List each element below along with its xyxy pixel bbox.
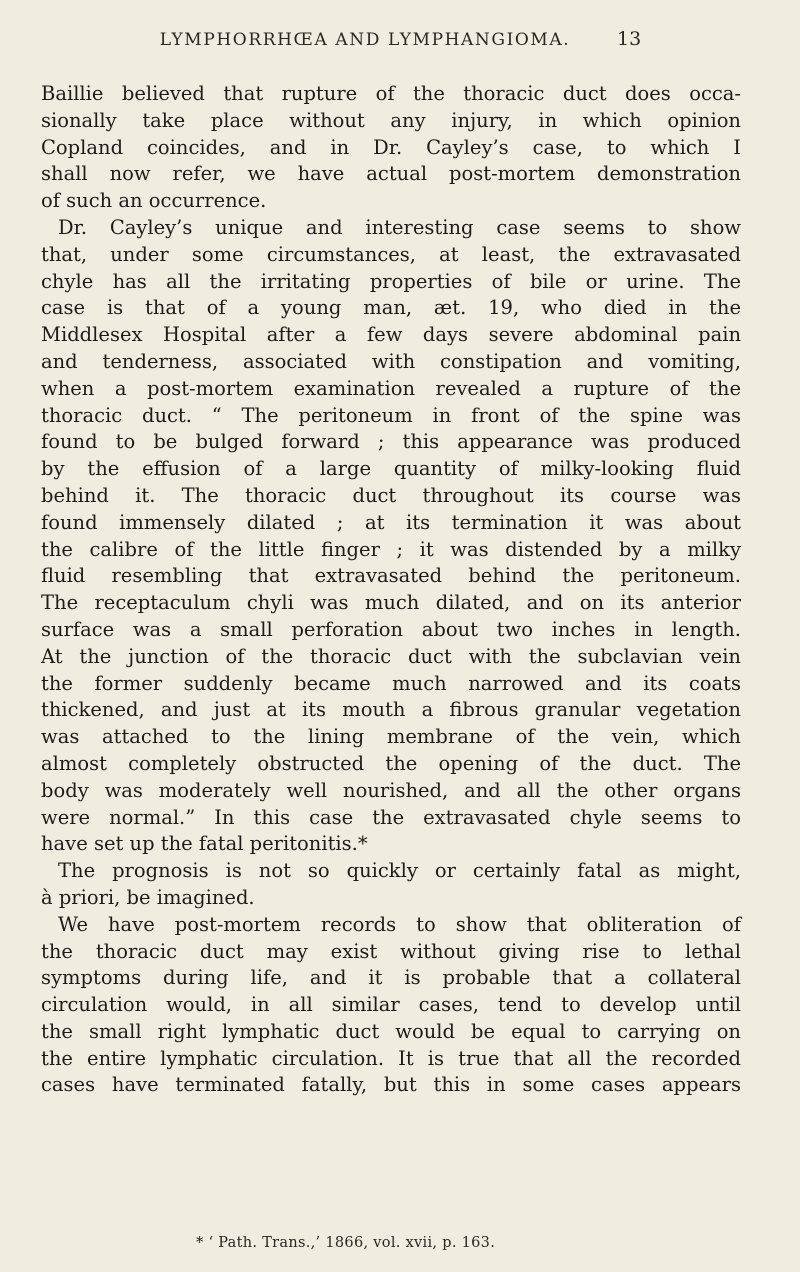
text-line: that, under some circumstances, at least, the extravasated [41, 242, 741, 266]
text-line: Baillie believed that rupture of the thoracic duct does occa- [41, 82, 741, 105]
text-line: Dr. Cayley’s unique and interesting case seems to show [58, 215, 741, 239]
text-line: fluid resembling that extravasated behind the peritoneum. [41, 564, 741, 588]
text-line: when a post-mortem examination revealed a rupture of the [41, 376, 741, 400]
text-line: was attached to the lining membrane of the vein, which [41, 725, 741, 749]
text-line: cases have terminated fatally, but this in some cases appears [41, 1073, 741, 1097]
text-line: found immensely dilated ; at its termination it was about [41, 510, 741, 534]
text-line: surface was a small perforation about two inches in length. [41, 617, 741, 641]
text-line: At the junction of the thoracic duct with the subclavian vein [41, 644, 741, 668]
page-number: 13 [617, 28, 642, 50]
text-line: the entire lymphatic circulation. It is true that all the recorded [41, 1046, 741, 1070]
text-line: the calibre of the little finger ; it was distended by a milky [41, 537, 741, 561]
text-line: We have post-mortem records to show that obliteration of [58, 912, 741, 936]
text-line: the former suddenly became much narrowed and its coats [41, 671, 741, 695]
text-line: the small right lymphatic duct would be equal to carrying on [41, 1019, 741, 1043]
text-line: thickened, and just at its mouth a fibrous granular vegetation [41, 698, 741, 722]
text-line: have set up the fatal peritonitis.* [41, 832, 368, 856]
text-line: behind it. The thoracic duct throughout its course was [41, 483, 741, 507]
text-line: found to be bulged forward ; this appearance was produced [41, 430, 741, 454]
text-line: à priori, be imagined. [41, 885, 255, 909]
text-line: by the effusion of a large quantity of milky-looking fluid [41, 457, 741, 481]
text-line: The receptaculum chyli was much dilated, and on its anterior [41, 591, 741, 615]
text-line: The prognosis is not so quickly or certainly fatal as might, [58, 859, 741, 883]
text-line: shall now refer, we have actual post-mortem demonstration [41, 162, 741, 186]
text-line: Copland coincides, and in Dr. Cayley’s case, to which I [41, 135, 741, 159]
text-line: symptoms during life, and it is probable that a collateral [41, 966, 741, 990]
text-line: the thoracic duct may exist without giving rise to lethal [41, 939, 741, 963]
text-line: sionally take place without any injury, in which opinion [41, 108, 741, 132]
running-head-title: LYMPHORRHŒA AND LYMPHANGIOMA. [159, 30, 571, 50]
text-line: and tenderness, associated with constipation and vomiting, [41, 349, 741, 373]
text-line: were normal.” In this case the extravasated chyle seems to [41, 805, 741, 829]
text-line: Middlesex Hospital after a few days severe abdominal pain [41, 323, 741, 347]
body-text [41, 81, 741, 1099]
text-line: body was moderately well nourished, and all the other organs [41, 778, 741, 802]
footnote: * ‘ Path. Trans.,’ 1866, vol. xvii, p. 163. [196, 1235, 496, 1251]
text-line: thoracic duct. “ The peritoneum in front of the spine was [41, 403, 741, 427]
text-line: chyle has all the irritating properties of bile or urine. The [41, 269, 741, 293]
text-line: circulation would, in all similar cases, tend to develop until [41, 993, 741, 1017]
text-line: of such an occurrence. [41, 189, 267, 213]
text-line: case is that of a young man, æt. 19, who died in the [41, 296, 741, 320]
text-line: almost completely obstructed the opening of the duct. The [41, 751, 741, 775]
